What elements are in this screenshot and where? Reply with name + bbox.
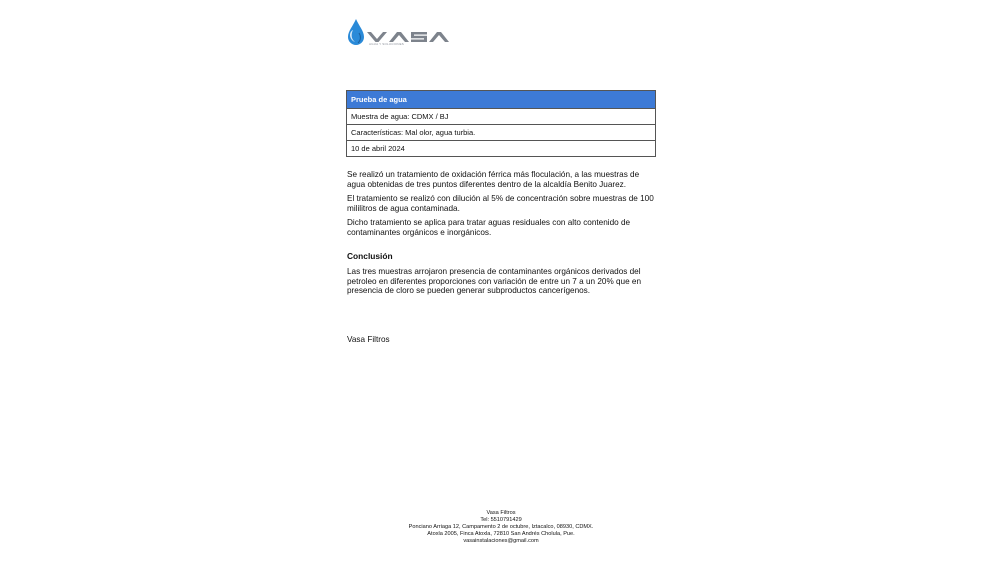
report-body [347, 170, 659, 301]
paragraph-application: Dicho tratamiento se aplica para tratar aguas residuales con alto contenido de contaminantes orgánicos e inorgánicos. [347, 218, 631, 237]
footer-phone: Tel: 5510791429 [480, 516, 522, 523]
footer-address-cdmx: Ponciano Arriaga 12, Campamento 2 de octubre, Iztacalco, 08930, CDMX. [408, 523, 594, 530]
table-row [347, 141, 656, 157]
conclusion-heading: Conclusión [347, 250, 393, 261]
table-row [347, 109, 656, 125]
paragraph-treatment: Se realizó un tratamiento de oxidación férrica más floculación, a las muestras de agua obtenidas de tres puntos diferentes dentro de la alcaldía Benito Juarez. [347, 170, 640, 189]
date-cell: 10 de abril 2024 [347, 141, 656, 157]
table-row [347, 125, 656, 141]
signature: Vasa Filtros [347, 335, 390, 344]
conclusion-text: Las tres muestras arrojaron presencia de contaminantes orgánicos derivados del petroleo en diferentes proporciones con variación de entre un 7 a un 20% que en presencia de cloro se pueden generar subproductos cancerígenos. [347, 267, 642, 296]
footer-company: Vasa Filtros [486, 510, 516, 516]
table-header-row [347, 91, 656, 109]
paragraph-dilution: El tratamiento se realizó con dilución al 5% de concentración sobre muestras de 100 mililitros de agua contaminada. [347, 194, 654, 213]
characteristics-cell: Características: Mal olor, agua turbia. [347, 125, 656, 141]
table-header: Prueba de agua [347, 91, 656, 109]
water-test-table [346, 90, 656, 157]
footer-email: vasainstalaciones@gmail.com [463, 537, 539, 544]
logo-tagline: AGUA Y SOLUCIONES [369, 42, 404, 46]
page-footer [350, 510, 652, 545]
logo-wordmark [367, 32, 449, 42]
sample-cell: Muestra de agua: CDMX / BJ [347, 109, 656, 125]
footer-address-puebla: Atoxla 2005, Finca Atoxla, 72810 San Andrés Cholula, Pue. [427, 530, 575, 537]
